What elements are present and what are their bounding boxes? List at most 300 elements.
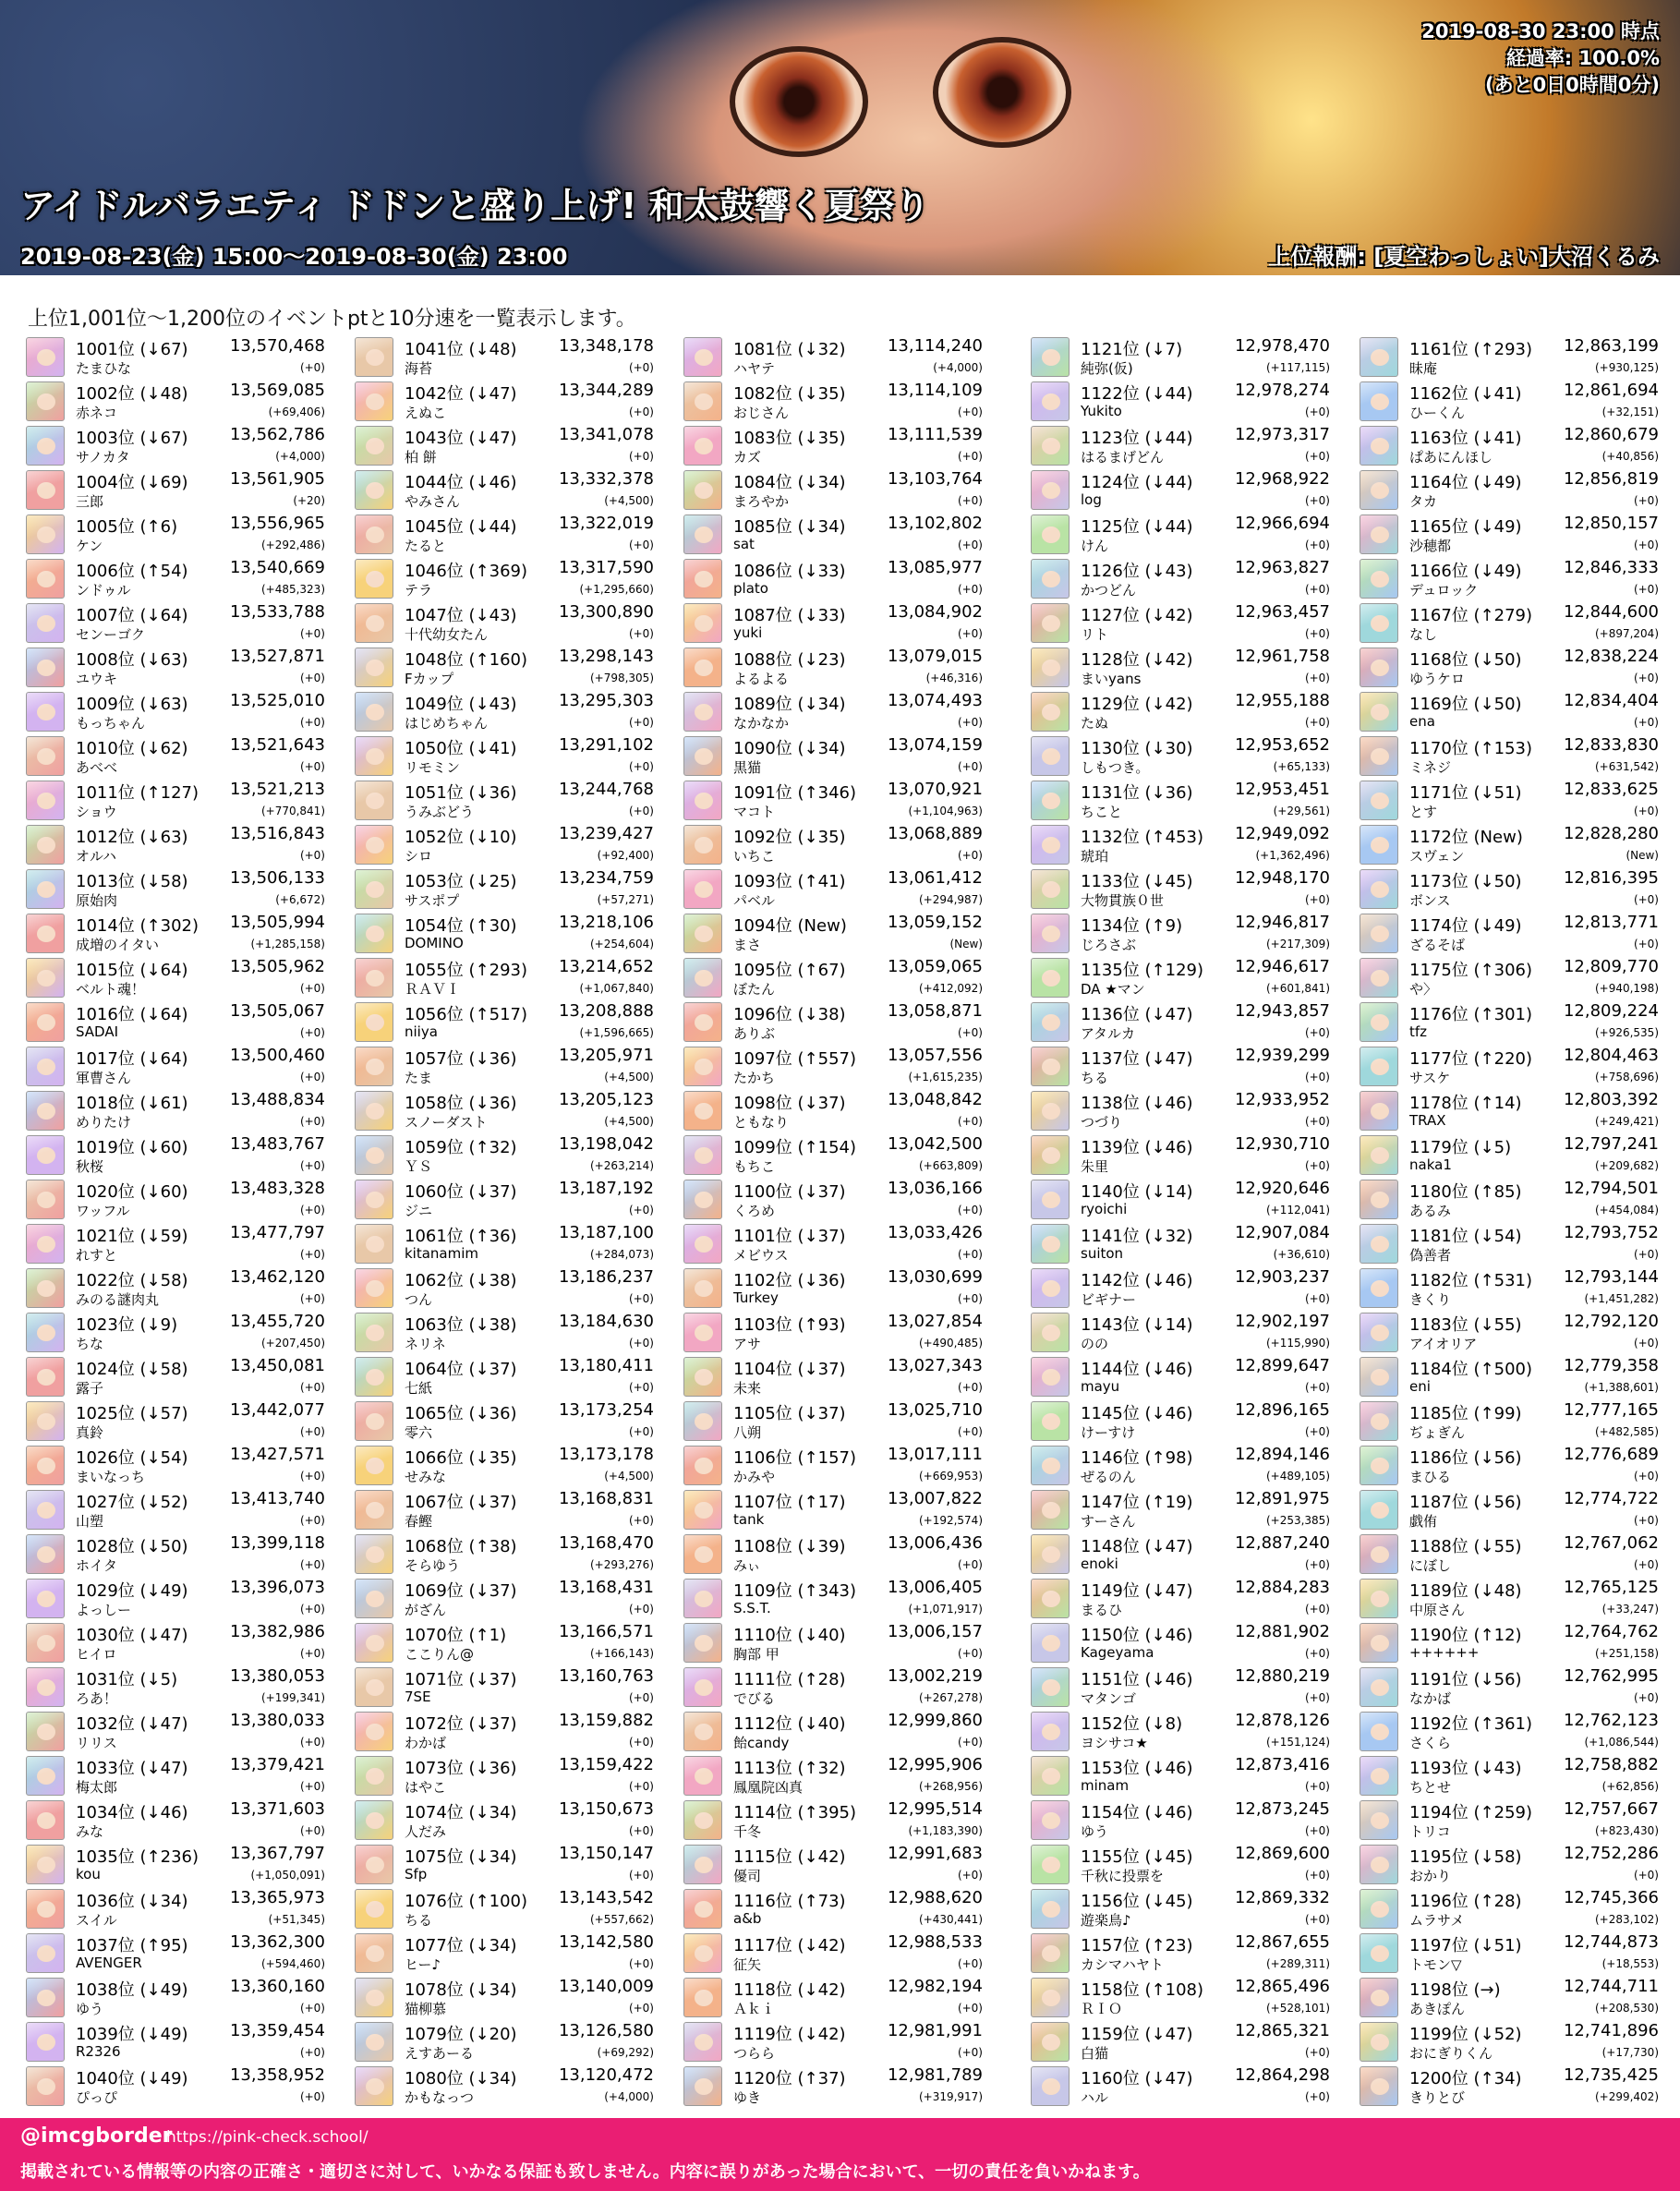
idol-card-thumbnail	[355, 1401, 393, 1441]
event-points: 13,027,854	[887, 1312, 983, 1331]
idol-card-thumbnail	[1031, 1623, 1070, 1663]
event-points: 12,744,711	[1563, 1977, 1659, 1996]
event-points: 12,804,463	[1563, 1046, 1659, 1065]
rank-label: 1037位 (↑95)	[76, 1936, 188, 1955]
ranking-column	[1029, 335, 1337, 2109]
ranking-row	[1358, 1976, 1666, 2020]
ranking-row	[24, 734, 332, 779]
idol-card-thumbnail	[683, 736, 722, 776]
rank-label: 1141位 (↓32)	[1081, 1227, 1193, 1246]
ranking-row	[682, 1710, 990, 1754]
rank-label: 1131位 (↓36)	[1081, 783, 1193, 803]
ranking-row	[682, 1133, 990, 1178]
idol-card-thumbnail	[1031, 1268, 1070, 1308]
event-points: 12,828,280	[1563, 824, 1659, 843]
rank-label: 1094位 (New)	[733, 916, 847, 936]
idol-card-thumbnail	[1360, 337, 1398, 377]
ranking-row	[353, 1045, 661, 1089]
event-points: 13,150,147	[558, 1844, 654, 1863]
player-name: 征矢	[733, 1956, 762, 1973]
rank-label: 1013位 (↓58)	[76, 872, 188, 891]
player-name: ベルト魂！	[76, 981, 146, 998]
ten-min-speed: (+0)	[299, 1071, 325, 1083]
ten-min-speed: (+1,285,158)	[250, 938, 325, 950]
player-name: 千秋に投票を	[1081, 1868, 1165, 1884]
ranking-row	[24, 956, 332, 1000]
ten-min-speed: (+0)	[957, 1292, 983, 1305]
ten-min-speed: (+0)	[957, 627, 983, 640]
player-name: sat	[733, 536, 755, 552]
player-name: まいyans	[1081, 671, 1142, 687]
rank-label: 1014位 (↑302)	[76, 916, 199, 936]
player-name: niiya	[405, 1023, 438, 1040]
rank-label: 1052位 (↓10)	[405, 828, 517, 847]
account-handle[interactable]: @imcgborder	[20, 2124, 173, 2148]
ten-min-speed: (+0)	[1633, 1470, 1659, 1483]
rank-label: 1030位 (↓47)	[76, 1626, 188, 1645]
ranking-row	[682, 912, 990, 956]
ten-min-speed: (+0)	[1304, 1292, 1330, 1305]
event-points: 13,362,300	[229, 1932, 325, 1952]
idol-card-thumbnail	[355, 1268, 393, 1308]
ranking-row	[353, 646, 661, 690]
ten-min-speed: (+0)	[957, 583, 983, 596]
idol-card-thumbnail	[1031, 1047, 1070, 1086]
ranking-row	[24, 779, 332, 823]
idol-card-thumbnail	[26, 559, 65, 599]
event-points: 13,540,669	[229, 558, 325, 577]
rank-label: 1129位 (↓42)	[1081, 695, 1193, 714]
ranking-row	[682, 1754, 990, 1798]
player-name: みのる謎肉丸	[76, 1291, 160, 1308]
event-points: 12,752,286	[1563, 1844, 1659, 1863]
rank-label: 1077位 (↓34)	[405, 1936, 517, 1955]
ranking-row	[1358, 1089, 1666, 1133]
ten-min-speed: (+0)	[628, 1736, 654, 1749]
ranking-row	[1029, 1089, 1337, 1133]
rank-label: 1079位 (↓20)	[405, 2025, 517, 2044]
rank-label: 1084位 (↓34)	[733, 473, 846, 492]
player-name: がざん	[405, 1602, 447, 1618]
ten-min-speed: (+0)	[1304, 1026, 1330, 1039]
ranking-row	[24, 601, 332, 646]
rank-label: 1039位 (↓49)	[76, 2025, 188, 2044]
ranking-row	[682, 513, 990, 557]
idol-card-thumbnail	[1360, 426, 1398, 466]
ranking-row	[24, 1222, 332, 1266]
idol-card-thumbnail	[26, 2066, 65, 2106]
ranking-row	[353, 424, 661, 468]
ranking-row	[353, 1399, 661, 1444]
event-points: 12,880,219	[1234, 1666, 1330, 1686]
rank-label: 1132位 (↑453)	[1081, 828, 1204, 847]
idol-card-thumbnail	[1031, 1135, 1070, 1175]
ten-min-speed: (+0)	[628, 539, 654, 551]
ten-min-speed: (+0)	[628, 1292, 654, 1305]
idol-card-thumbnail	[355, 1534, 393, 1574]
ten-min-speed: (+0)	[299, 1381, 325, 1394]
rank-label: 1105位 (↓37)	[733, 1404, 846, 1423]
player-name: まいなっち	[76, 1469, 146, 1485]
ranking-row	[682, 1665, 990, 1710]
player-name: メビウス	[733, 1247, 789, 1264]
event-points: 12,735,425	[1563, 2065, 1659, 2085]
ranking-row	[682, 956, 990, 1000]
ten-min-speed: (+0)	[299, 1292, 325, 1305]
rank-label: 1033位 (↓47)	[76, 1759, 188, 1778]
event-points: 12,995,514	[887, 1799, 983, 1819]
ranking-row	[24, 1399, 332, 1444]
event-points: 13,525,010	[229, 691, 325, 710]
ranking-row	[682, 2020, 990, 2064]
ten-min-speed: (+1,071,917)	[908, 1603, 983, 1616]
idol-card-thumbnail	[683, 1490, 722, 1530]
ranking-row	[24, 646, 332, 690]
rank-label: 1059位 (↑32)	[405, 1138, 517, 1157]
player-name: mayu	[1081, 1378, 1120, 1395]
rank-label: 1100位 (↓37)	[733, 1182, 846, 1202]
idol-card-thumbnail	[1031, 1978, 1070, 2017]
event-points: 12,933,952	[1234, 1090, 1330, 1109]
ranking-row	[353, 867, 661, 912]
rank-label: 1143位 (↓14)	[1081, 1315, 1193, 1335]
rank-label: 1154位 (↓46)	[1081, 1803, 1193, 1822]
player-name: 露子	[76, 1380, 104, 1397]
idol-card-thumbnail	[26, 1978, 65, 2017]
event-points: 12,757,667	[1563, 1799, 1659, 1819]
event-points: 12,894,146	[1234, 1445, 1330, 1464]
event-points: 13,332,378	[558, 469, 654, 489]
player-name: 猫柳慕	[405, 2001, 447, 2017]
ranking-row	[24, 1931, 332, 1976]
player-name: 成増のイタい	[76, 937, 160, 953]
player-name: 飴candy	[733, 1735, 790, 1751]
ranking-row	[353, 1931, 661, 1976]
site-url-link[interactable]: https://pink-check.school/	[166, 2128, 369, 2147]
ten-min-speed: (+0)	[1633, 716, 1659, 729]
player-name: yuki	[733, 624, 763, 641]
idol-card-thumbnail	[1360, 825, 1398, 865]
player-name: 赤ネコ	[76, 405, 118, 421]
disclaimer-text: 掲載されている情報等の内容の正確さ・適切さに対して、いかなる保証も致しません。内容に誤りがあった場合において、一切の責任を負いかねます。	[20, 2162, 1150, 2182]
player-name: 十代幼女たん	[405, 626, 489, 643]
rank-label: 1042位 (↓47)	[405, 384, 517, 404]
idol-card-thumbnail	[26, 1756, 65, 1796]
idol-card-thumbnail	[26, 914, 65, 953]
ten-min-speed: (+669,953)	[918, 1470, 983, 1483]
ten-min-speed: (+412,092)	[918, 982, 983, 995]
ten-min-speed: (+0)	[957, 2046, 983, 2059]
event-points: 12,963,827	[1234, 558, 1330, 577]
idol-card-thumbnail	[26, 426, 65, 466]
ranking-row	[1029, 1488, 1337, 1532]
ten-min-speed: (+0)	[1304, 1647, 1330, 1660]
player-name: わかば	[405, 1735, 447, 1751]
idol-card-thumbnail	[683, 1800, 722, 1840]
ranking-row	[682, 1222, 990, 1266]
rank-label: 1169位 (↓50)	[1409, 695, 1522, 714]
rank-label: 1090位 (↓34)	[733, 739, 846, 758]
idol-card-thumbnail	[1360, 1889, 1398, 1929]
player-name: アサ	[733, 1336, 762, 1352]
rank-label: 1007位 (↓64)	[76, 606, 188, 625]
ranking-row	[24, 2064, 332, 2109]
player-name: ちる	[1081, 1070, 1109, 1086]
idol-card-thumbnail	[1031, 470, 1070, 510]
event-points: 13,450,081	[229, 1356, 325, 1375]
idol-card-thumbnail	[355, 1933, 393, 1973]
elapsed-rate: 経過率: 100.0%	[1505, 47, 1660, 69]
idol-card-thumbnail	[683, 1002, 722, 1042]
ten-min-speed: (+0)	[1304, 1691, 1330, 1704]
player-name: あきぽん	[1409, 2001, 1466, 2017]
player-name: たかち	[733, 1070, 776, 1086]
event-points: 12,846,333	[1563, 558, 1659, 577]
event-points: 12,981,789	[887, 2065, 983, 2085]
event-points: 12,988,620	[887, 1888, 983, 1907]
ranking-row	[682, 1577, 990, 1621]
rank-label: 1162位 (↓41)	[1409, 384, 1522, 404]
ten-min-speed: (+0)	[957, 1026, 983, 1039]
idol-card-thumbnail	[355, 1224, 393, 1264]
event-points: 12,961,758	[1234, 647, 1330, 666]
event-points: 13,371,603	[229, 1799, 325, 1819]
rank-label: 1046位 (↑369)	[405, 562, 528, 581]
idol-card-thumbnail	[355, 426, 393, 466]
rank-label: 1020位 (↓60)	[76, 1182, 188, 1202]
player-name: スノーダスト	[405, 1114, 488, 1131]
ten-min-speed: (+251,158)	[1594, 1647, 1659, 1660]
ranking-row	[1358, 557, 1666, 601]
ten-min-speed: (+0)	[628, 361, 654, 374]
player-name: log	[1081, 491, 1102, 508]
idol-card-thumbnail	[26, 825, 65, 865]
ranking-row	[1029, 335, 1337, 380]
ten-min-speed: (+1,086,544)	[1584, 1736, 1659, 1749]
idol-card-thumbnail	[683, 337, 722, 377]
rank-label: 1135位 (↑129)	[1081, 961, 1204, 980]
ranking-row	[1358, 1532, 1666, 1577]
ten-min-speed: (+0)	[628, 406, 654, 418]
player-name: ありぶ	[733, 1025, 776, 1042]
event-points: 12,891,975	[1234, 1489, 1330, 1508]
event-points: 12,844,600	[1563, 602, 1659, 622]
ten-min-speed: (+4,000)	[933, 361, 983, 374]
idol-card-thumbnail	[1031, 2066, 1070, 2106]
event-points: 12,966,694	[1234, 514, 1330, 533]
player-name: 中原さん	[1409, 1602, 1466, 1618]
idol-card-thumbnail	[683, 1845, 722, 1884]
event-points: 13,477,797	[229, 1223, 325, 1242]
player-name: ゆうケロ	[1409, 671, 1466, 687]
ten-min-speed: (+4,000)	[275, 450, 325, 463]
idol-card-thumbnail	[683, 381, 722, 421]
player-name: ヒイロ	[76, 1646, 117, 1663]
player-name: ここりん@	[405, 1646, 475, 1663]
ranking-row	[1029, 734, 1337, 779]
idol-card-thumbnail	[355, 869, 393, 909]
rank-label: 1035位 (↑236)	[76, 1847, 199, 1867]
ranking-row	[1358, 912, 1666, 956]
event-points: 13,074,493	[887, 691, 983, 710]
ranking-row	[24, 1488, 332, 1532]
ranking-row	[1029, 912, 1337, 956]
player-name: 琥珀	[1081, 848, 1109, 865]
rank-label: 1165位 (↓49)	[1409, 517, 1522, 537]
rank-label: 1110位 (↓40)	[733, 1626, 846, 1645]
ten-min-speed: (New)	[1626, 849, 1659, 862]
rank-label: 1049位 (↓43)	[405, 695, 517, 714]
rank-label: 1181位 (↓54)	[1409, 1227, 1522, 1246]
event-points: 13,126,580	[558, 2021, 654, 2040]
idol-card-thumbnail	[683, 648, 722, 687]
idol-card-thumbnail	[683, 1224, 722, 1264]
player-name: ぱあにんほし	[1409, 449, 1493, 466]
event-points: 13,442,077	[229, 1400, 325, 1420]
player-name: ワッフル	[76, 1203, 130, 1219]
player-name: ぢょぎん	[1409, 1424, 1466, 1441]
rank-label: 1019位 (↓60)	[76, 1138, 188, 1157]
ranking-row	[1358, 2064, 1666, 2109]
event-points: 12,899,647	[1234, 1356, 1330, 1375]
player-name: DA ★マン	[1081, 981, 1145, 998]
rank-label: 1171位 (↓51)	[1409, 783, 1522, 803]
idol-card-thumbnail	[26, 1357, 65, 1397]
ten-min-speed: (+57,271)	[597, 893, 654, 906]
ten-min-speed: (+926,535)	[1594, 1026, 1659, 1039]
event-points: 12,907,084	[1234, 1223, 1330, 1242]
ten-min-speed: (+192,574)	[918, 1514, 983, 1527]
event-points: 13,462,120	[229, 1267, 325, 1287]
event-points: 13,168,831	[558, 1489, 654, 1508]
rank-label: 1009位 (↓63)	[76, 695, 188, 714]
ranking-row	[353, 1089, 661, 1133]
idol-card-thumbnail	[26, 1667, 65, 1707]
ranking-row	[1029, 1887, 1337, 1931]
idol-card-thumbnail	[1031, 1490, 1070, 1530]
idol-card-thumbnail	[26, 514, 65, 554]
rank-label: 1134位 (↑9)	[1081, 916, 1183, 936]
idol-card-thumbnail	[1031, 559, 1070, 599]
player-name: めりたけ	[76, 1114, 132, 1131]
rank-label: 1074位 (↓34)	[405, 1803, 517, 1822]
ten-min-speed: (+0)	[299, 1248, 325, 1261]
player-name: かもなっつ	[405, 2089, 475, 2106]
player-name: 戯侑	[1409, 1513, 1438, 1530]
player-name: リモミン	[405, 759, 461, 776]
ten-min-speed: (+199,341)	[260, 1691, 325, 1704]
player-name: 胸部 甲	[733, 1646, 780, 1663]
ranking-column	[682, 335, 990, 2109]
idol-card-thumbnail	[1031, 1224, 1070, 1264]
event-points: 13,298,143	[558, 647, 654, 666]
player-name: 未来	[733, 1380, 762, 1397]
idol-card-thumbnail	[1360, 1313, 1398, 1352]
player-name: 柏 餅	[405, 449, 437, 466]
ten-min-speed: (+482,585)	[1594, 1425, 1659, 1438]
ten-min-speed: (+92,400)	[597, 849, 654, 862]
ten-min-speed: (+0)	[299, 1115, 325, 1128]
ten-min-speed: (+594,460)	[260, 1957, 325, 1970]
player-name: 千冬	[733, 1823, 762, 1840]
rank-label: 1045位 (↓44)	[405, 517, 517, 537]
rank-label: 1126位 (↓43)	[1081, 562, 1193, 581]
ten-min-speed: (+0)	[299, 1204, 325, 1217]
player-name: ひーくん	[1409, 405, 1466, 421]
player-name: たまひな	[76, 360, 132, 377]
ranking-row	[1029, 690, 1337, 734]
event-points: 13,140,009	[558, 1977, 654, 1996]
ten-min-speed: (+0)	[1633, 893, 1659, 906]
ranking-row	[24, 1976, 332, 2020]
rank-label: 1112位 (↓40)	[733, 1714, 846, 1734]
ranking-row	[1358, 380, 1666, 424]
player-name: でびる	[733, 1690, 776, 1707]
ten-min-speed: (+0)	[1633, 1558, 1659, 1571]
player-name: あるみ	[1409, 1203, 1452, 1219]
idol-card-thumbnail	[355, 1800, 393, 1840]
idol-card-thumbnail	[26, 1313, 65, 1352]
event-points: 13,367,797	[229, 1844, 325, 1863]
ten-min-speed: (+0)	[1304, 583, 1330, 596]
rank-label: 1065位 (↓36)	[405, 1404, 517, 1423]
event-points: 12,834,404	[1563, 691, 1659, 710]
rank-label: 1124位 (↓44)	[1081, 473, 1193, 492]
idol-card-thumbnail	[1031, 1091, 1070, 1131]
idol-card-thumbnail	[1031, 869, 1070, 909]
player-name: S.S.T.	[733, 1600, 771, 1616]
rank-label: 1150位 (↓46)	[1081, 1626, 1193, 1645]
event-points: 12,955,188	[1234, 691, 1330, 710]
rank-label: 1003位 (↓67)	[76, 429, 188, 448]
ranking-row	[1358, 1754, 1666, 1798]
player-name: Kageyama	[1081, 1644, 1154, 1661]
ranking-row	[1358, 1133, 1666, 1178]
ranking-column	[24, 335, 332, 2109]
ten-min-speed: (+0)	[1304, 1558, 1330, 1571]
ten-min-speed: (+0)	[957, 450, 983, 463]
idol-card-thumbnail	[1031, 514, 1070, 554]
event-points: 13,114,109	[887, 381, 983, 400]
event-points: 13,142,580	[558, 1932, 654, 1952]
idol-card-thumbnail	[683, 1623, 722, 1663]
idol-card-thumbnail	[355, 1978, 393, 2017]
ten-min-speed: (+1,295,660)	[579, 583, 654, 596]
rank-label: 1066位 (↓35)	[405, 1448, 517, 1468]
event-points: 13,365,973	[229, 1888, 325, 1907]
rank-label: 1044位 (↓46)	[405, 473, 517, 492]
event-points: 13,380,033	[229, 1711, 325, 1730]
ten-min-speed: (+758,696)	[1594, 1071, 1659, 1083]
player-name: ぜるのん	[1081, 1469, 1137, 1485]
event-points: 13,506,133	[229, 868, 325, 888]
idol-card-thumbnail	[1031, 692, 1070, 732]
player-name: いちこ	[733, 848, 776, 865]
ten-min-speed: (+0)	[628, 1514, 654, 1527]
player-name: 優司	[733, 1868, 762, 1884]
idol-card-thumbnail	[355, 781, 393, 820]
rank-label: 1073位 (↓36)	[405, 1759, 517, 1778]
ranking-row	[1358, 513, 1666, 557]
ranking-row	[1358, 1887, 1666, 1931]
ranking-row	[24, 823, 332, 867]
ten-min-speed: (+249,421)	[1594, 1115, 1659, 1128]
rank-label: 1085位 (↓34)	[733, 517, 846, 537]
player-name: a&b	[733, 1910, 762, 1927]
player-name: オルハ	[76, 848, 116, 865]
ranking-row	[1358, 1843, 1666, 1887]
player-name: SADAI	[76, 1023, 119, 1040]
